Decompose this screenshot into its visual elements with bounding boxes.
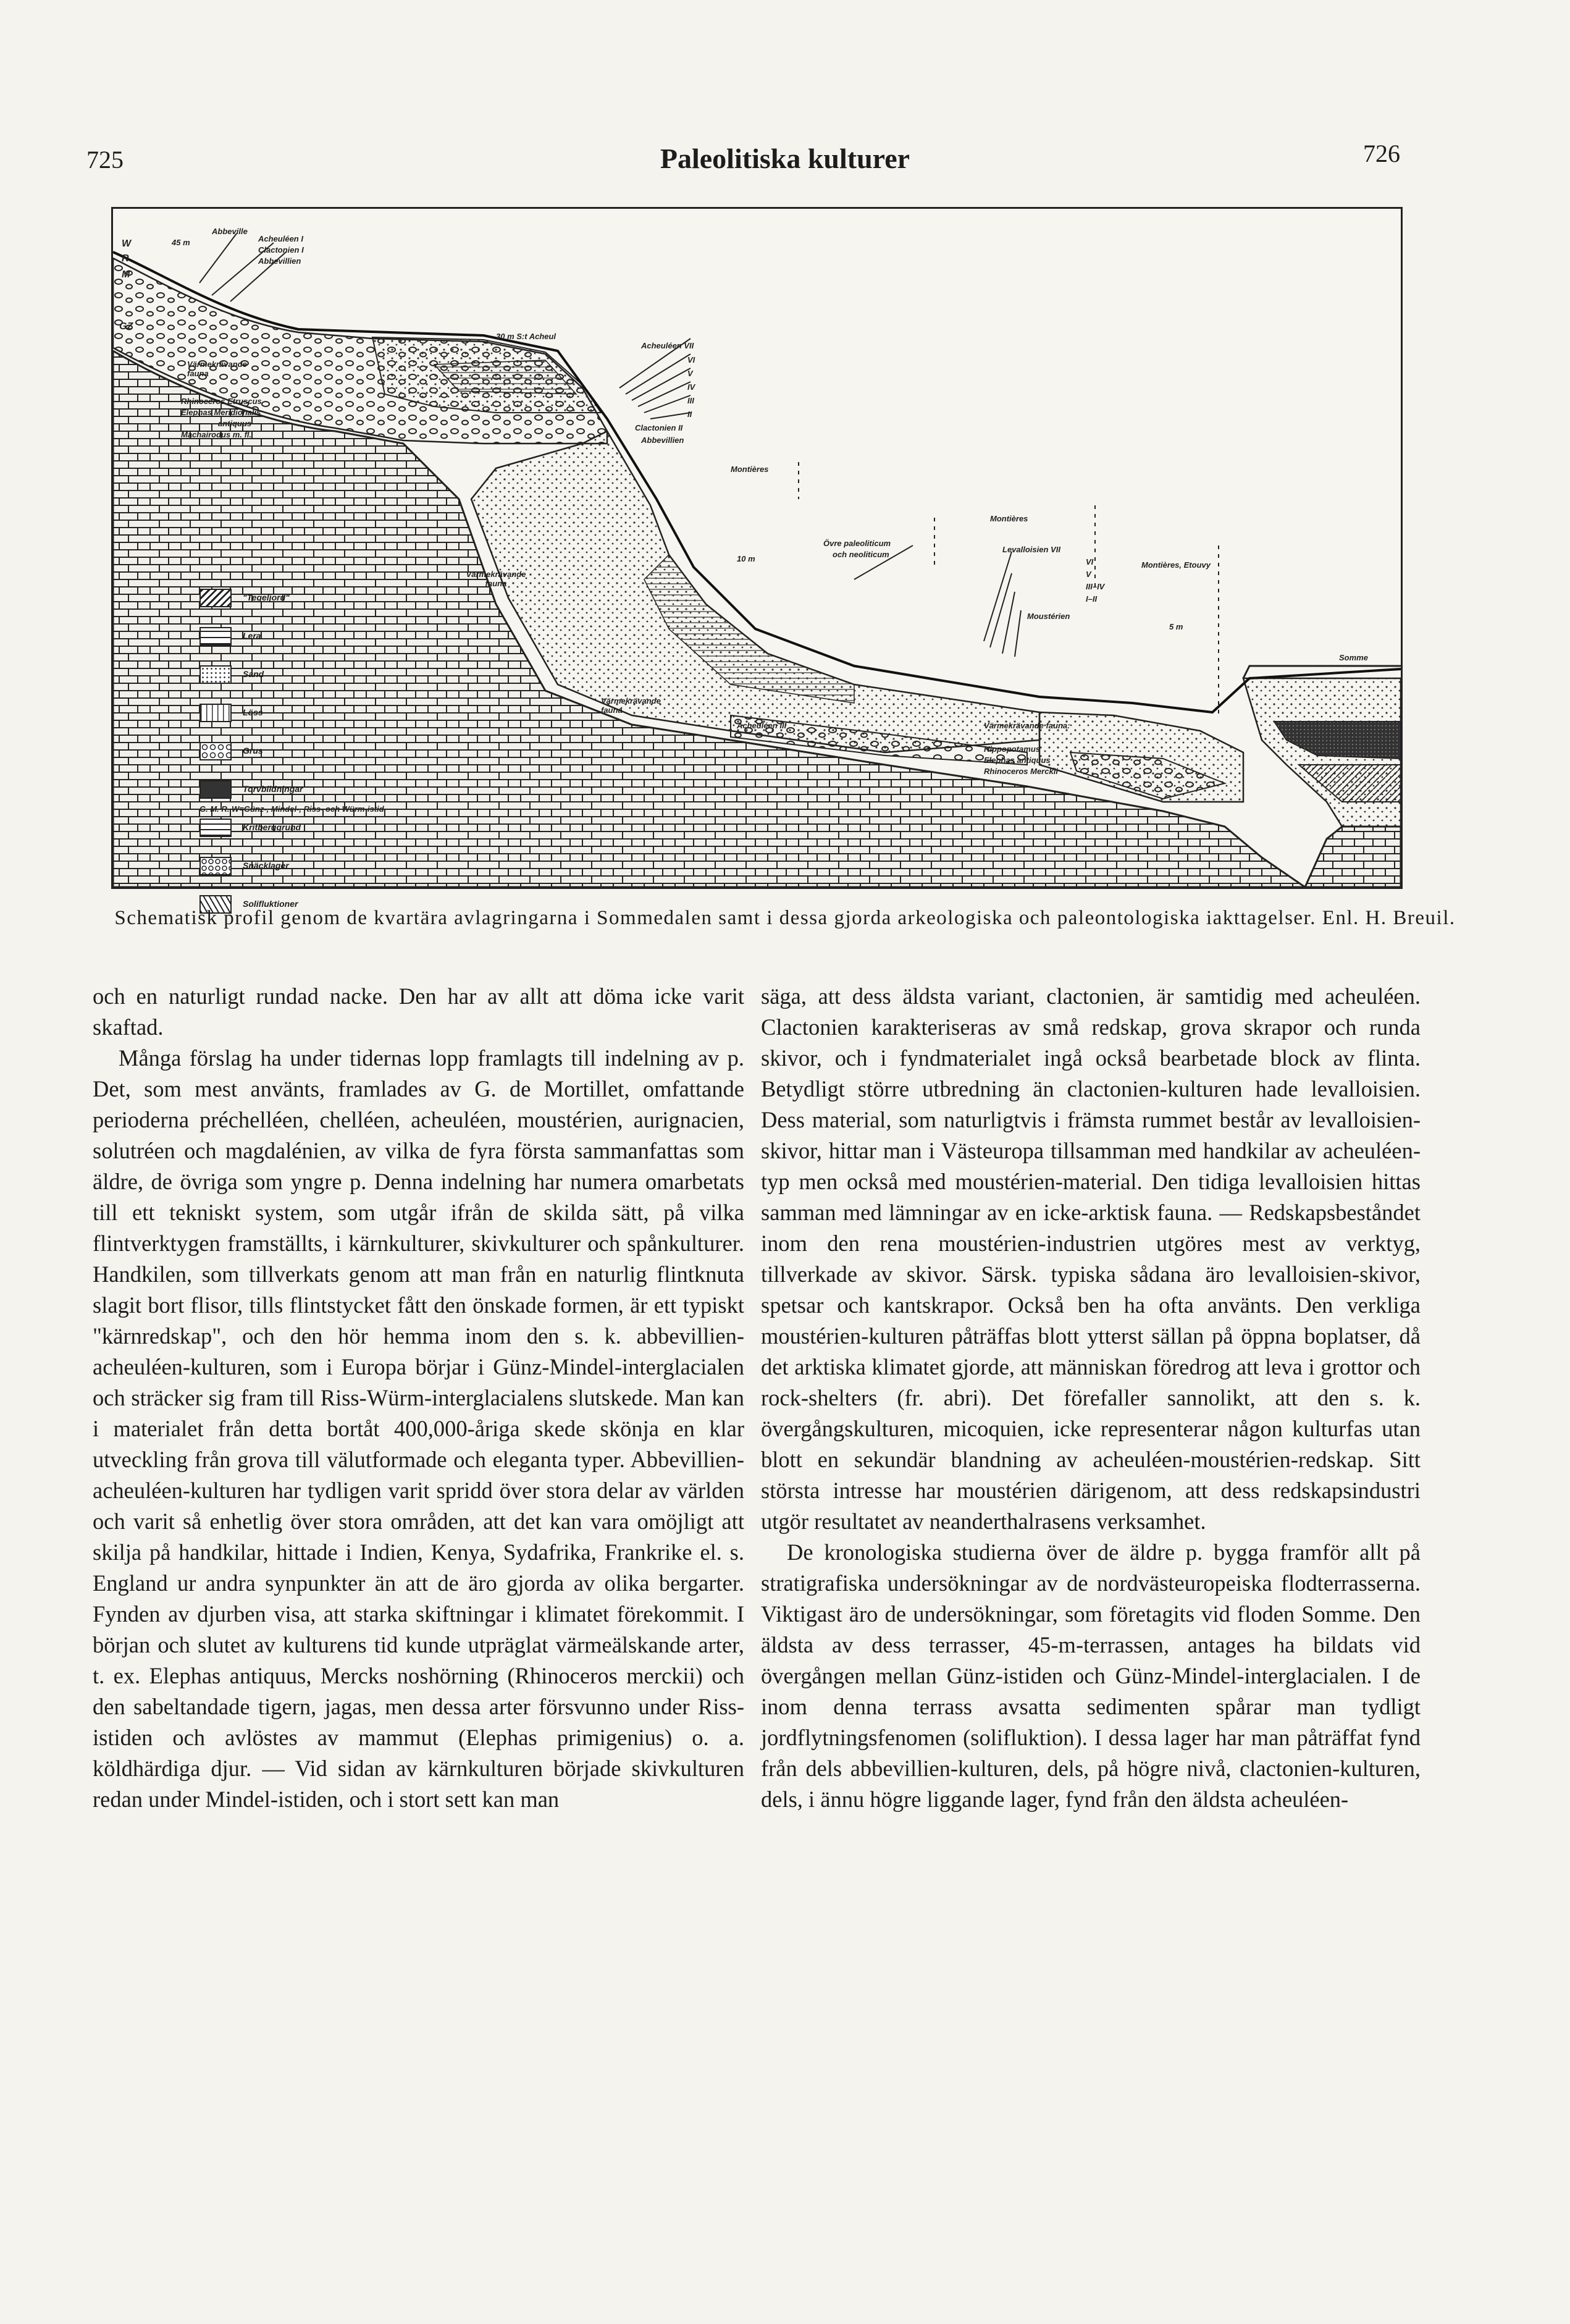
legend-item bbox=[199, 665, 459, 704]
label-levalloisien-vii: Levalloisien VII bbox=[1002, 545, 1060, 554]
legend-item bbox=[199, 819, 459, 857]
figure-caption: Schematisk profil genom de kvartära avlagringarna i Sommedalen samt i dessa gjorda arkeologiska och paleontologiska iakttagelser. Enl. H. Breuil. bbox=[114, 907, 1456, 929]
legend-label: "Tegeljord" bbox=[243, 592, 290, 602]
legend-swatch bbox=[199, 742, 232, 760]
legend-item bbox=[199, 627, 459, 665]
legend-label: Löss bbox=[243, 707, 263, 717]
legend-label: Sand bbox=[243, 669, 264, 679]
label-montieres-1: Montières bbox=[731, 465, 769, 474]
label-montieres-2: Montières bbox=[990, 514, 1028, 523]
label-elephas-antiquus: Elephas antiquus bbox=[984, 756, 1051, 765]
label-ii: II bbox=[687, 410, 692, 419]
label-gz: GZ bbox=[119, 321, 133, 332]
paragraph: och en naturligt rundad nacke. Den har av allt att döma icke varit skaftad. bbox=[93, 983, 744, 1040]
legend-swatch bbox=[199, 589, 232, 607]
label-iv: IV bbox=[687, 382, 695, 392]
label-acheuleen-iii: Acheuléen III bbox=[737, 721, 787, 730]
label-varm-fauna-3: Värmekrävande fauna bbox=[601, 696, 661, 715]
label-antiquus: antiquus bbox=[218, 419, 252, 428]
paragraph: Många förslag ha under tidernas lopp framlagts till indelning av p. Det, som mest använts, framlades av G. de Mortillet, omfattande perioderna préchelléen, chelléen, acheuléen, moustérien, aurignacien, solutréen och magdalénien, av vilka de fyra första sammanfattas som äldre, de övriga som yngre p. Denna indelning har numera omarbetats till ett tekniskt system, som utgår ifrån de skilda sätt, på vilka flintverktygen framställts, i kärnkulturer, skivkulturer och spånkulturer. Handkilen, som tillverkats genom att man från en naturlig flintknuta slagit bort flisor, tills flintstycket fått den önskade formen, är ett typiskt "kärnredskap", och den hör hemma inom den s. k. abbevillien-acheuléen-kulturen, som i Europa börjar i Günz-Mindel-interglacialen och sträcker sig fram till Riss-Würm-interglacialens slutskede. Man kan i materialet från detta bortåt 400,000-åriga skede skönja en klar utveckling från grova till välutformade och eleganta typer. Abbevillien-acheuléen-kulturen har tydligen varit spridd över stora delar av världen och varit så enhetlig över stora områden, att det kan vara omöjligt att skilja på handkilar, hittade i Indien, Kenya, Sydafrika, Frankrike el. s. England ur andra synpunkter än att de äro gjorda av olika bergarter. Fynden av djurben visa, att starka skiftningar i klimatet förekommit. I början och slutet av kulturens tid kunde utpräglat värmeälskande arter, t. ex. Elephas antiquus, Mercks noshörning (Rhinoceros merckii) och den sabeltandade tigern, jagas, men dessa arter försvunno under Riss-istiden och avlöstes av mammut (Elephas primigenius) o. a. köldhärdiga djur. — Vid sidan av kärnkulturen började skivkulturen redan under Mindel-istiden, och i stort sett kan man bbox=[93, 1045, 744, 1812]
label-acheuleen-i: Acheuléen I bbox=[258, 234, 303, 243]
label-45m: 45 m bbox=[172, 238, 190, 247]
label-montieres-etouvy: Montières, Etouvy bbox=[1141, 560, 1211, 570]
label-iii: III bbox=[687, 396, 694, 405]
label-iii-iv: III–IV bbox=[1086, 582, 1105, 591]
label-i-ii: I–II bbox=[1086, 594, 1098, 604]
label-elephas-merid: Elephas Meridionalis bbox=[181, 408, 261, 417]
left-text-column bbox=[93, 981, 744, 1815]
label-v-2: V bbox=[1086, 570, 1091, 579]
legend-item bbox=[199, 589, 459, 627]
right-page-number: 726 bbox=[1363, 140, 1400, 167]
label-abbevillien-2: Abbevillien bbox=[641, 436, 684, 445]
label-somme: Somme bbox=[1339, 653, 1368, 662]
legend-item bbox=[199, 857, 459, 895]
running-title: Paleolitiska kulturer bbox=[660, 143, 910, 174]
label-v: V bbox=[687, 369, 693, 378]
legend-item bbox=[199, 742, 459, 780]
left-page-number: 725 bbox=[86, 146, 124, 174]
label-hippopotamus: Hippopotamus bbox=[984, 744, 1040, 754]
legend-swatch bbox=[199, 704, 232, 722]
legend-swatch bbox=[199, 780, 232, 799]
label-5m: 5 m bbox=[1169, 622, 1183, 631]
legend-label: Grus bbox=[243, 746, 263, 756]
label-rhino-etruscus: Rhinoceros Etruscus bbox=[181, 397, 262, 406]
label-clactonien-i: Clactonien I bbox=[258, 245, 304, 255]
legend-item bbox=[199, 780, 459, 819]
legend-label: Solifluktioner bbox=[243, 899, 298, 909]
label-clactonien-ii: Clactonien II bbox=[635, 423, 683, 432]
label-w: W bbox=[122, 238, 132, 249]
label-glaciations: G. M. R. W=Günz-, Mindel-, Riss- och Würm-istid bbox=[199, 804, 384, 814]
legend-swatch bbox=[199, 627, 232, 646]
paragraph: säga, att dess äldsta variant, clactonien, är samtidig med acheuléen. Clactonien karakteriseras av små redskap, grova skrapor och runda skivor, och i fyndmaterialet ingå också bearbetade block av flinta. Betydligt större utbredning än clactonien-kulturen hade levalloisien. Dess material, som naturligtvis i främsta rummet består av levalloisien-skivor, hittar man i Västeuropa tillsamman med handkilar av acheuléen-typ men också med moustérien-material. Den tidiga levalloisien hittas samman med lämningar av en icke-arktisk fauna. — Redskapsbeståndet inom den rena moustérien-industrien utgöres mest av verktyg, tillverkade av skivor. Särsk. typiska sådana äro levalloisien-skivor, spetsar och kantskrapor. Också ben ha ofta använts. Den verkliga moustérien-kulturen påträffas blott ytterst sällan på öppna boplatser, då det arktiska klimatet gjorde, att människan föredrog att leva i grottor och rock-shelters (fr. abri). Det förefaller sannolikt, att den s. k. övergångskulturen, micoquien, icke representerar någon kulturfas utan blott en sekundär blandning av acheuléen-moustérien-redskap. Sitt största intresse har moustérien därigenom, att dess redskapsindustri utgör resultatet av neanderthalrasens verksamhet. bbox=[761, 983, 1421, 1534]
legend-item bbox=[199, 704, 459, 742]
legend-label: Lera bbox=[243, 631, 261, 641]
label-varm-fauna-1: Värmekrävande fauna bbox=[187, 360, 247, 378]
label-abbevillien: Abbevillien bbox=[258, 256, 301, 266]
label-30m: 30 m S:t Acheul bbox=[496, 332, 556, 341]
label-rhino-merckii: Rhinoceros Merckii bbox=[984, 767, 1058, 776]
legend-label: Torvbildningar bbox=[243, 784, 303, 794]
legend-swatch bbox=[199, 819, 232, 837]
legend-swatch bbox=[199, 857, 232, 875]
label-m: M bbox=[122, 269, 130, 280]
label-vi: VI bbox=[687, 355, 695, 364]
label-abbeville: Abbeville bbox=[212, 227, 248, 236]
legend-label: Kritberggrund bbox=[243, 822, 301, 832]
label-r: R bbox=[122, 253, 129, 264]
label-varm-fauna-2: Värmekrävande fauna bbox=[466, 570, 526, 588]
legend-label: Snäcklager bbox=[243, 861, 289, 870]
label-varm-fauna-4: Värmekrävande fauna: bbox=[984, 721, 1070, 730]
label-och-neo: och neoliticum bbox=[833, 550, 889, 559]
figure-legend bbox=[199, 589, 459, 933]
legend-swatch bbox=[199, 665, 232, 684]
label-machairodus: Machairodus m. fl. bbox=[181, 430, 252, 439]
label-mousterien: Moustérien bbox=[1027, 612, 1070, 621]
label-10m: 10 m bbox=[737, 554, 755, 563]
label-acheuleen-vii: Acheuléen VII bbox=[641, 341, 694, 350]
paragraph: De kronologiska studierna över de äldre p. bygga framför allt på stratigrafiska undersökningar av de nordvästeuropeiska flodterrasserna. Viktigast äro de undersökningar, som företagits vid floden Somme. Den äldsta av dess terrasser, 45-m-terrassen, antages ha bildats vid övergången mellan Günz-istiden och Günz-Mindel-interglacialen. I de inom denna terrass avsatta sedimenten spårar man tydligt jordflytningsfenomen (solifluktion). I dessa lager har man påträffat fynd från dels abbevillien-kulturen, dels, på högre nivå, clactonien-kulturen, dels, i ännu högre liggande lager, fynd från den äldsta acheuléen- bbox=[761, 1539, 1421, 1812]
label-vi-2: VI bbox=[1086, 557, 1094, 566]
stratigraphic-profile-figure bbox=[111, 207, 1403, 909]
right-text-column bbox=[761, 981, 1421, 1815]
label-ovre-paleo: Övre paleoliticum bbox=[823, 539, 891, 548]
